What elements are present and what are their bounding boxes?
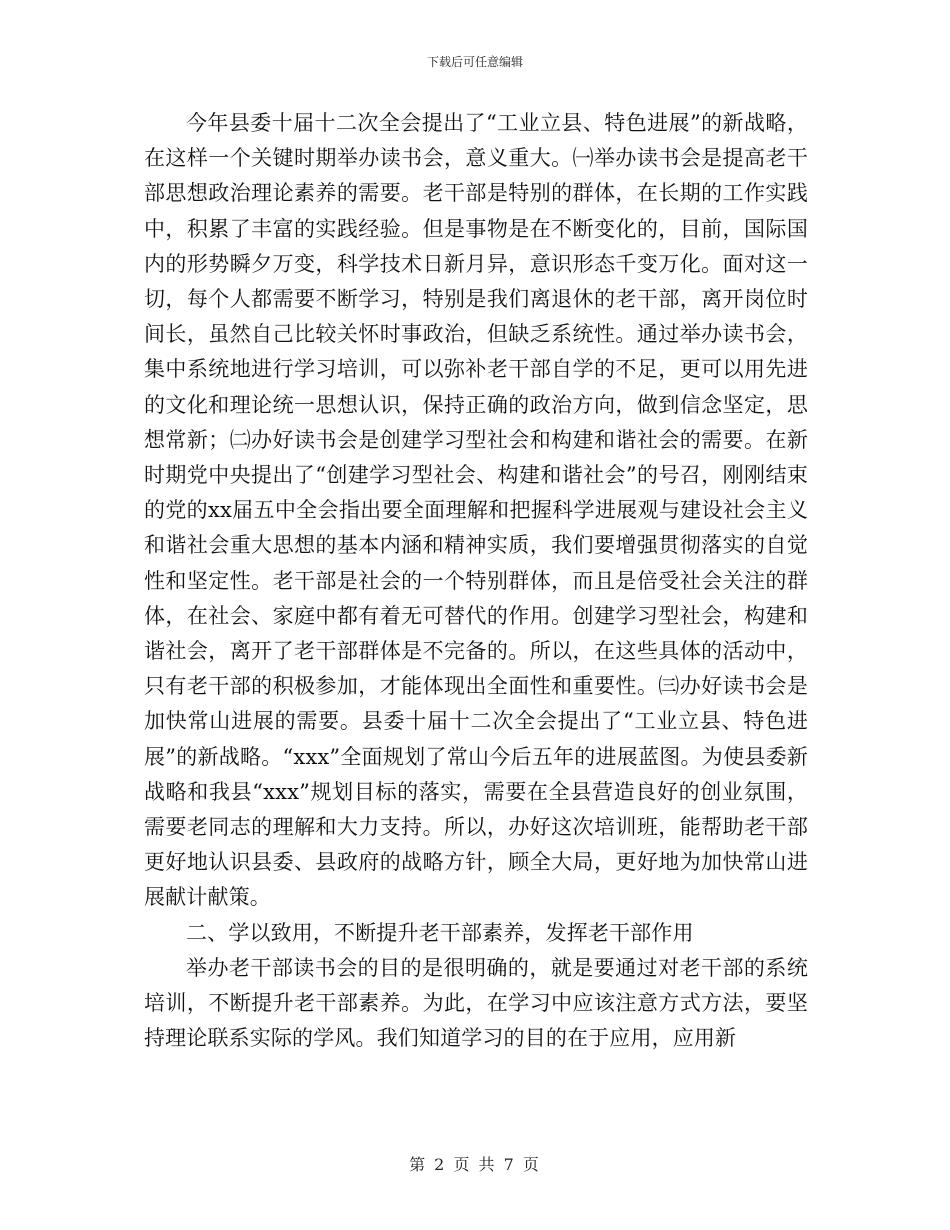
body-paragraph-2: 举办老干部读书会的目的是很明确的，就是要通过对老干部的系统培训，不断提升老干部素养。为此，在学习中应该注意方式方法，要坚持理论联系实际的学风。我们知道学习的目的在于应用，应用新 bbox=[144, 955, 808, 1051]
page-number-footer: 第 2 页 共 7 页 bbox=[409, 1155, 541, 1174]
section-heading: 二、学以致用，不断提升老干部素养，发挥老干部作用 bbox=[186, 920, 694, 945]
document-body bbox=[144, 106, 808, 1056]
page-header-note: 下载后可任意编辑 bbox=[426, 55, 523, 69]
body-paragraph-1: 今年县委十届十二次全会提出了“工业立县、特色进展”的新战略，在这样一个关键时期举办读书会，意义重大。㈠举办读书会是提高老干部思想政治理论素养的需要。老干部是特别的群体，在长期的工作实践中，积累了丰富的实践经验。但是事物是在不断变化的，目前，国际国内的形势瞬夕万变，科学技术日新月异，意识形态千变万化。面对这一切，每个人都需要不断学习，特别是我们离退休的老干部，离开岗位时间长，虽然自己比较关怀时事政治，但缺乏系统性。通过举办读书会，集中系统地进行学习培训，可以弥补老干部自学的不足，更可以用先进的文化和理论统一思想认识，保持正确的政治方向，做到信念坚定，思想常新；㈡办好读书会是创建学习型社会和构建和谐社会的需要。在新时期党中央提出了“创建学习型社会、构建和谐社会”的号召，刚刚结束的党的xx届五中全会指出要全面理解和把握科学进展观与建设社会主义和谐社会重大思想的基本内涵和精神实质，我们要增强贯彻落实的自觉性和坚定性。老干部是社会的一个特别群体，而且是倍受社会关注的群体，在社会、家庭中都有着无可替代的作用。创建学习型社会，构建和谐社会，离开了老干部群体是不完备的。所以，在这些具体的活动中，只有老干部的积极参加，才能体现出全面性和重要性。㈢办好读书会是加快常山进展的需要。县委十届十二次全会提出了“工业立县、特色进展”的新战略。“xxx”全面规划了常山今后五年的进展蓝图。为使县委新战略和我县“xxx”规划目标的落实，需要在全县营造良好的创业氛围，需要老同志的理解和大力支持。所以，办好这次培训班，能帮助老干部更好地认识县委、县政府的战略方针，顾全大局，更好地为加快常山进展献计献策。 bbox=[144, 111, 808, 910]
